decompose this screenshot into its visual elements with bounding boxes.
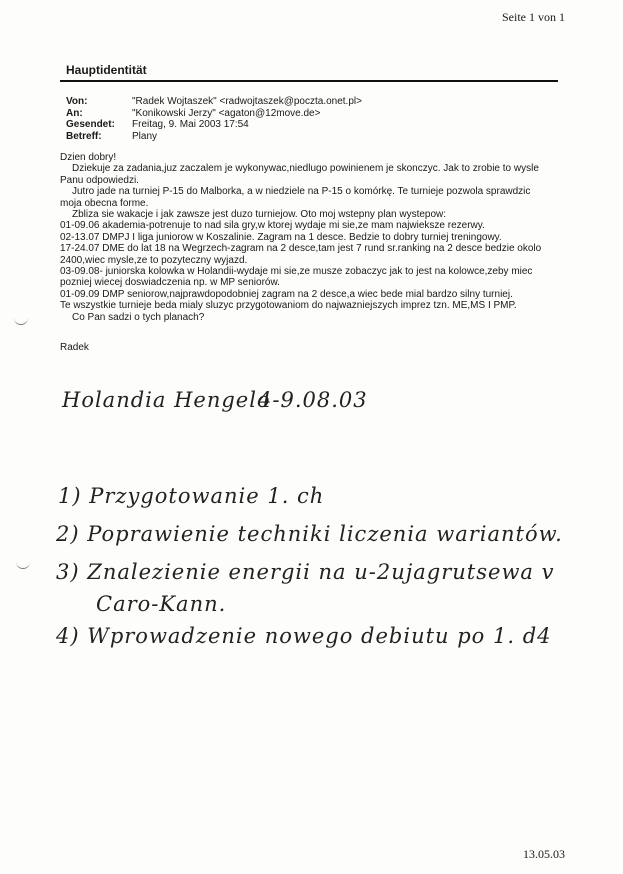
header-subject — [66, 131, 362, 143]
plan-line: 02-13.07 DMPJ I liga juniorow w Koszalinie. Zagram na 1 desce. Bedzie to dobry turniej treningowy. — [60, 231, 502, 243]
body-line: Zbliza sie wakacje i jak zawsze jest duzo turniejow. Oto moj wstepny plan wystepow: — [72, 209, 447, 221]
handwritten-date: 4-9.08.03 — [258, 388, 368, 412]
footer-date: 13.05.03 — [523, 847, 565, 861]
greeting: Dzien dobry! — [60, 152, 117, 163]
identity-title: Hauptidentität — [66, 63, 147, 77]
question-line: Co Pan sadzi o tych planach? — [72, 311, 205, 323]
handwritten-item: 1) Przygotowanie 1. ch — [58, 484, 325, 508]
plan-line: 03-09.08- juniorska kolowka w Holandii-wydaje mi sie,ze musze zobaczyc jak to jest na kolowce,zeby miec — [60, 266, 533, 278]
header-value: Plany — [132, 130, 158, 142]
handwritten-location: Holandia Hengelo — [62, 388, 271, 412]
signoff: Radek — [60, 342, 89, 353]
margin-mark — [14, 316, 28, 325]
plan-line: 01-09.06 akademia-potrenuje to nad sila gry,w ktorej wydaje mi sie,ze mam najwieksze rezerwy. — [60, 220, 485, 232]
header-label: Von: — [66, 96, 88, 107]
plan-line: 17-24.07 DME do lat 18 na Wegrzech-zagram na 2 desce,tam jest 7 rund sr.ranking na 2 desce bedzie okolo — [60, 243, 542, 255]
margin-mark — [16, 560, 30, 569]
header-sent — [66, 119, 362, 131]
handwritten-item: 4) Wprowadzenie nowego debiutu po 1. d4 — [56, 624, 552, 648]
body-line: Panu odpowiedzi. — [60, 174, 139, 186]
header-value: "Konikowski Jerzy" <agaton@12move.de> — [132, 107, 321, 119]
plan-line: Te wszystkie turnieje beda mialy sluzyc przygotowaniom do najwazniejszych imprez tzn. ME,MS I PMP. — [60, 300, 517, 312]
plan-line: 2400,wiec mysle,ze to pozyteczny wyjazd. — [60, 254, 248, 266]
header-from — [66, 96, 362, 108]
page-number: Seite 1 von 1 — [502, 10, 565, 24]
header-label: An: — [66, 107, 83, 119]
plan-line: 01-09.09 DMP seniorow,najprawdopodobniej zagram na 2 desce,a wiec bede mial bardzo silny turniej. — [60, 288, 513, 300]
handwritten-item: Caro-Kann. — [96, 592, 227, 616]
handwritten-item: 2) Poprawienie techniki liczenia wariantów. — [56, 522, 563, 546]
header-label: Betreff: — [66, 130, 102, 142]
header-value: Freitag, 9. Mai 2003 17:54 — [132, 119, 249, 130]
handwritten-item: 3) Znalezienie energii na u-2ujagrutsewa v — [56, 560, 555, 584]
plan-line: pozniej wiecej doswiadczenia np. w MP seniorów. — [60, 277, 280, 289]
title-divider — [60, 80, 558, 82]
body-line: Jutro jade na turniej P-15 do Malborka, a w niedziele na P-15 o komórkę. Te turnieje pozwola sprawdzic — [72, 186, 531, 198]
body-line: moja obecna forme. — [60, 197, 149, 209]
body-line: Dziekuje za zadania,juz zaczalem je wykonywac,niedlugo powinienem je skonczyc. Jak to zrobie to wysle — [72, 163, 539, 175]
email-body — [60, 152, 580, 323]
email-headers — [66, 96, 362, 142]
header-label: Gesendet: — [66, 119, 115, 130]
header-value: "Radek Wojtaszek" <radwojtaszek@poczta.onet.pl> — [132, 96, 362, 107]
header-to — [66, 108, 362, 120]
